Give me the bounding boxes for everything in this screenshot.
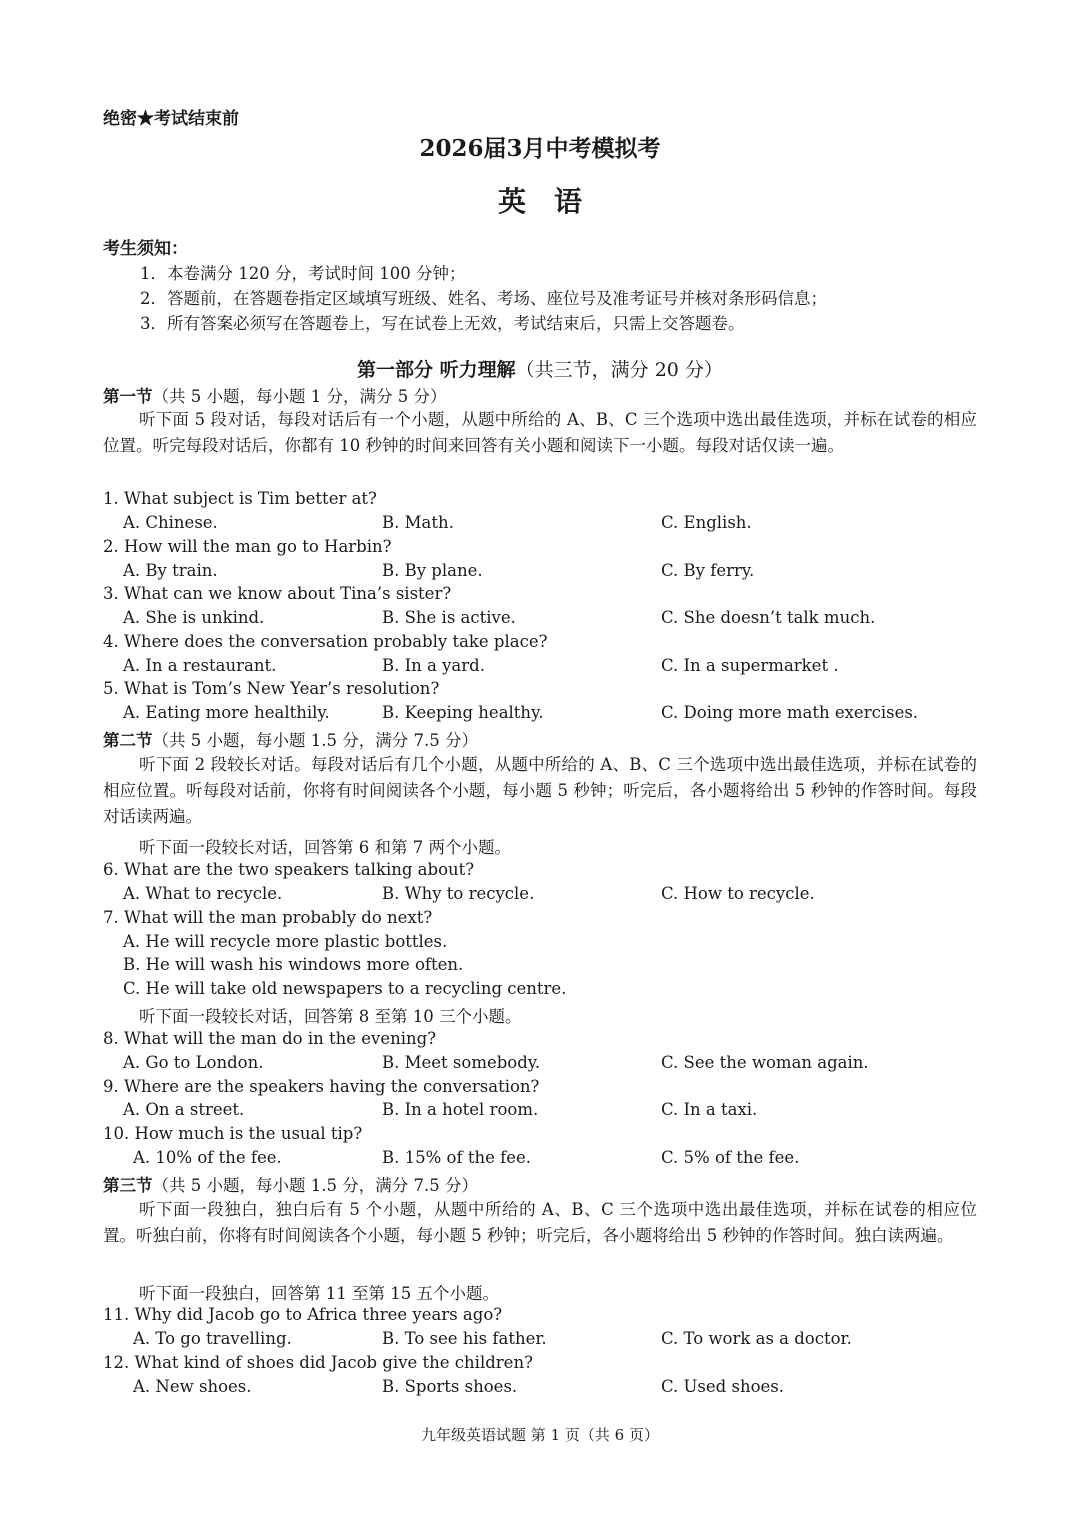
question: 6. What are the two speakers talking about? (103, 860, 475, 879)
question: 8. What will the man do in the evening? (103, 1029, 437, 1048)
question: 11. Why did Jacob go to Africa three years ago? (103, 1305, 503, 1324)
section-label: 第一节 (103, 387, 153, 406)
question: 12. What kind of shoes did Jacob give the children? (103, 1353, 533, 1372)
option-c: C. English. (661, 513, 752, 532)
section-instruction: 听下面 5 段对话，每段对话后有一个小题，从题中所给的 A、B、C 三个选项中选出最佳选项，并标在试卷的相应位置。听完每段对话后，你都有 10 秒钟的时间来回答有关小题和阅读下一小题。每段对话仅读一遍。 (103, 410, 977, 455)
option-a: A. 10% of the fee. (133, 1148, 282, 1167)
section-info: （共 5 小题，每小题 1.5 分，满分 7.5 分） (152, 731, 478, 750)
option-a: A. New shoes. (133, 1377, 252, 1396)
part-title (0, 355, 1080, 382)
option-c: C. In a supermarket . (661, 656, 839, 675)
option-b: B. By plane. (382, 561, 483, 580)
part-title-main: 第一部分 听力理解 (357, 359, 516, 381)
question: 4. Where does the conversation probably take place? (103, 632, 548, 651)
sub-instruction: 听下面一段较长对话，回答第 6 和第 7 两个小题。 (139, 838, 511, 857)
section-info: （共 5 小题，每小题 1.5 分，满分 7.5 分） (152, 1176, 478, 1195)
option-c: C. To work as a doctor. (661, 1329, 852, 1348)
option-a: A. To go travelling. (133, 1329, 292, 1348)
option-a: A. She is unkind. (123, 608, 265, 627)
option-b: B. 15% of the fee. (382, 1148, 531, 1167)
section-label: 第三节 (103, 1176, 153, 1195)
question: 7. What will the man probably do next? (103, 908, 433, 927)
option-b: B. Sports shoes. (382, 1377, 518, 1396)
option-a: A. He will recycle more plastic bottles. (123, 932, 448, 951)
notice-item: 2．答题前，在答题卷指定区域填写班级、姓名、考场、座位号及准考证号并核对条形码信息； (140, 289, 827, 308)
question: 5. What is Tom’s New Year’s resolution? (103, 679, 440, 698)
subject-title: 英语 (497, 185, 610, 218)
option-b: B. To see his father. (382, 1329, 547, 1348)
option-a: A. In a restaurant. (123, 656, 277, 675)
notice-item: 1．本卷满分 120 分，考试时间 100 分钟； (140, 264, 466, 283)
section-heading (103, 383, 446, 407)
sub-instruction: 听下面一段较长对话，回答第 8 至第 10 三个小题。 (139, 1007, 522, 1026)
confidential-label: 绝密★考试结束前 (103, 109, 239, 129)
option-c: C. By ferry. (661, 561, 755, 580)
option-b: B. She is active. (382, 608, 516, 627)
option-a: A. On a street. (123, 1100, 245, 1119)
option-a: A. Chinese. (123, 513, 218, 532)
option-c: C. In a taxi. (661, 1100, 758, 1119)
option-b: B. He will wash his windows more often. (123, 955, 464, 974)
question: 2. How will the man go to Harbin? (103, 537, 392, 556)
option-b: B. Meet somebody. (382, 1053, 541, 1072)
part-title-info: （共三节，满分 20 分） (515, 359, 723, 381)
option-c: C. He will take old newspapers to a recycling centre. (123, 979, 567, 998)
option-b: B. Keeping healthy. (382, 703, 544, 722)
question: 10. How much is the usual tip? (103, 1124, 363, 1143)
section-heading (103, 1172, 478, 1196)
question: 1. What subject is Tim better at? (103, 489, 377, 508)
section-instruction: 听下面一段独白，独白后有 5 个小题，从题中所给的 A、B、C 三个选项中选出最佳选项，并标在试卷的相应位置。听独白前，你将有时间阅读各个小题，每小题 5 秒钟；听完后，各小题将给出 5 秒钟的作答时间。独白读两遍。 (103, 1200, 977, 1245)
option-a: A. Go to London. (123, 1053, 264, 1072)
option-c: C. How to recycle. (661, 884, 815, 903)
section-label: 第二节 (103, 731, 153, 750)
option-c: C. She doesn’t talk much. (661, 608, 876, 627)
option-c: C. Used shoes. (661, 1377, 784, 1396)
option-a: A. By train. (123, 561, 218, 580)
section-info: （共 5 小题，每小题 1 分，满分 5 分） (152, 387, 447, 406)
section-heading (103, 727, 478, 751)
question: 9. Where are the speakers having the conversation? (103, 1077, 540, 1096)
option-c: C. Doing more math exercises. (661, 703, 919, 722)
section-instruction: 听下面 2 段较长对话。每段对话后有几个小题，从题中所给的 A、B、C 三个选项中选出最佳选项，并标在试卷的相应位置。听每段对话前，你将有时间阅读各个小题，每小题 5 秒钟；听完后，各小题将给出 5 秒钟的作答时间。每段对话读两遍。 (103, 755, 977, 826)
question: 3. What can we know about Tina’s sister? (103, 584, 452, 603)
option-a: A. Eating more healthily. (123, 703, 330, 722)
notice-heading: 考生须知： (103, 239, 188, 259)
option-b: B. In a yard. (382, 656, 485, 675)
option-c: C. See the woman again. (661, 1053, 869, 1072)
notice-item: 3．所有答案必须写在答题卷上，写在试卷上无效，考试结束后，只需上交答题卷。 (140, 314, 745, 333)
page-footer: 九年级英语试题 第 1 页（共 6 页） (421, 1426, 659, 1444)
option-b: B. Why to recycle. (382, 884, 535, 903)
exam-title: 2026届3月中考模拟考 (419, 135, 661, 162)
option-b: B. Math. (382, 513, 454, 532)
option-b: B. In a hotel room. (382, 1100, 539, 1119)
option-a: A. What to recycle. (123, 884, 283, 903)
sub-instruction: 听下面一段独白，回答第 11 至第 15 五个小题。 (139, 1284, 499, 1303)
option-c: C. 5% of the fee. (661, 1148, 800, 1167)
